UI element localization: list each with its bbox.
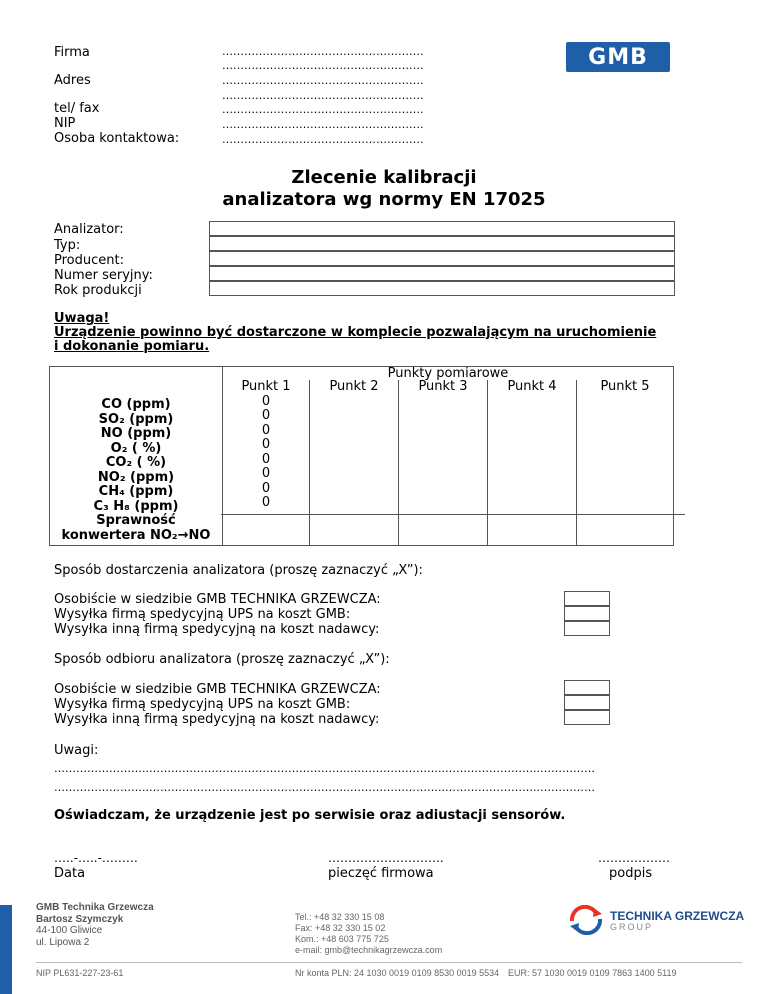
converter-label-1: Sprawność: [96, 513, 176, 528]
warning-line2: i dokonanie pomiaru.: [54, 339, 210, 354]
footer-owner: Bartosz Szymczyk: [36, 913, 124, 925]
punkt1-ch4[interactable]: 0: [261, 480, 271, 496]
dots-osoba[interactable]: ……………………………………………….: [222, 133, 424, 146]
footer-brand-name: TECHNIKA GRZEWCZA: [610, 909, 745, 923]
gas-ch4: CH₄ (ppm): [98, 484, 174, 499]
gmb-logo: [566, 42, 670, 72]
label-adres: Adres: [54, 73, 91, 88]
declaration: Oświadczam, że urządzenie jest po serwisie oraz adiustacji sensorów.: [54, 808, 566, 823]
field-analizator[interactable]: [209, 221, 675, 236]
delivery-checkbox-other[interactable]: [564, 621, 610, 636]
document-title-line2: analizatora wg normy EN 17025: [222, 189, 546, 210]
gas-o2: O₂ ( %): [110, 440, 162, 456]
punkt1-no2[interactable]: 0: [261, 466, 271, 481]
footer-mobile: Kom.: +48 603 775 725: [295, 934, 389, 944]
footer-divider: [36, 962, 742, 963]
gas-c3h8: C₃ H₈ (ppm): [93, 498, 179, 514]
label-nip: NIP: [54, 116, 76, 131]
remarks-label: Uwagi:: [54, 743, 99, 758]
pickup-checkbox-ups[interactable]: [564, 695, 610, 710]
pickup-option-ups: Wysyłka firmą spedycyjną UPS na koszt GMB:: [54, 697, 351, 712]
label-typ: Typ:: [54, 238, 81, 253]
punkt1-o2[interactable]: 0: [261, 437, 271, 452]
col-punkt-1: [223, 380, 310, 546]
label-tel-fax: tel/ fax: [54, 101, 100, 116]
pickup-checkbox-other[interactable]: [564, 710, 610, 725]
punkt1-c3h8[interactable]: 0: [261, 495, 271, 510]
field-typ[interactable]: [209, 236, 675, 251]
warning-title: Uwaga!: [54, 311, 110, 326]
footer-street: ul. Lipowa 2: [36, 936, 90, 948]
delivery-checkbox-personal[interactable]: [564, 591, 610, 606]
pickup-heading: Sposób odbioru analizatora (proszę zaznaczyć „X”):: [54, 652, 390, 667]
pickup-option-personal: Osobiście w siedzibie GMB TECHNIKA GRZEWCZA:: [54, 682, 381, 697]
gas-column: [50, 367, 223, 546]
converter-label-2: konwertera NO₂→NO: [61, 527, 211, 543]
points-group-header: Punkty pomiarowe: [223, 367, 674, 381]
punkt1-no[interactable]: 0: [261, 422, 271, 438]
gas-co2: CO₂ ( %): [105, 455, 167, 470]
punkt1-co[interactable]: 0: [261, 393, 271, 409]
date-label: Data: [54, 866, 86, 881]
col-header-punkt-5: Punkt 5: [600, 379, 650, 394]
col-header-punkt-4: Punkt 4: [507, 379, 557, 394]
footer-nip: NIP PL631-227-23-61: [36, 968, 124, 978]
field-rok-produkcji[interactable]: [209, 281, 675, 296]
gas-so2: SO₂ (ppm): [98, 411, 174, 427]
field-numer-seryjny[interactable]: [209, 266, 675, 281]
dots-tel-fax[interactable]: ……………………………………………….: [222, 103, 424, 116]
footer-contact: [295, 912, 442, 956]
col-header-punkt-1: Punkt 1: [241, 379, 291, 394]
warning-line1: Urządzenie powinno być dostarczone w komplecie pozwalającym na uruchomienie: [54, 325, 657, 340]
field-producent[interactable]: [209, 251, 675, 266]
footer-email: e-mail: gmb@technikagrzewcza.com: [295, 945, 443, 955]
gas-co: CO (ppm): [101, 397, 171, 412]
stamp-label: pieczęć firmowa: [328, 866, 434, 881]
measurement-points-table: [49, 366, 674, 546]
footer-account-pln: Nr konta PLN: 24 1030 0019 0109 8530 0019 5534: [295, 968, 500, 978]
punkt1-so2[interactable]: 0: [261, 408, 271, 423]
pickup-option-other: Wysyłka inną firmą spedycyjną na koszt nadawcy:: [54, 712, 380, 727]
footer-city: 44-100 Gliwice: [36, 925, 103, 936]
table-row-separator: [221, 514, 685, 515]
col-punkt-5[interactable]: [577, 380, 674, 546]
label-rok-produkcji: Rok produkcji: [54, 283, 142, 298]
footer-account-eur: EUR: 57 1030 0019 0109 7863 1400 5119: [508, 968, 677, 978]
dots-adres[interactable]: ……………………………………………….: [222, 74, 424, 87]
col-header-punkt-3: Punkt 3: [418, 379, 468, 394]
footer-fax: Fax: +48 32 330 15 02: [295, 923, 386, 933]
label-analizator: Analizator:: [54, 222, 124, 237]
label-producent: Producent:: [54, 253, 124, 268]
footer-brand-group: GROUP: [610, 922, 654, 932]
sign-label: podpis: [609, 866, 653, 881]
footer-accent-bar: [0, 905, 12, 994]
delivery-option-personal: Osobiście w siedzibie GMB TECHNIKA GRZEWCZA:: [54, 592, 381, 607]
footer-company: [36, 902, 154, 948]
col-header-punkt-2: Punkt 2: [329, 379, 379, 394]
dots-firma[interactable]: ……………………………………………….: [222, 45, 424, 58]
label-firma: Firma: [54, 45, 90, 60]
delivery-option-other: Wysyłka inną firmą spedycyjną na koszt nadawcy:: [54, 622, 380, 637]
col-punkt-4[interactable]: [488, 380, 577, 546]
footer-tel: Tel.: +48 32 330 15 08: [295, 912, 385, 922]
remarks-line-1[interactable]: ……………………..……………………..………………………..……………………..……………………..……………: [54, 762, 595, 775]
punkt1-co2[interactable]: 0: [261, 451, 271, 467]
col-punkt-2[interactable]: [310, 380, 399, 546]
remarks-line-2[interactable]: ……………………..……………………..………………………..……………………..……………………..……………: [54, 781, 595, 794]
dots-nip[interactable]: ……………………………………………….: [222, 118, 424, 131]
dots-firma-2[interactable]: ……………………………………………….: [222, 59, 424, 72]
document-title-line1: Zlecenie kalibracji: [291, 167, 477, 188]
sign-dots[interactable]: ………………: [598, 851, 670, 865]
gas-no2: NO₂ (ppm): [97, 469, 175, 485]
footer-company-name: GMB Technika Grzewcza: [36, 902, 154, 913]
label-numer-seryjny: Numer seryjny:: [54, 268, 153, 283]
dots-adres-2[interactable]: ……………………………………………….: [222, 89, 424, 102]
pickup-checkbox-personal[interactable]: [564, 680, 610, 695]
gas-no: NO (ppm): [100, 426, 172, 441]
delivery-heading: Sposób dostarczenia analizatora (proszę zaznaczyć „X”):: [54, 563, 423, 578]
stamp-dots[interactable]: ………………………..: [328, 851, 444, 865]
col-punkt-3[interactable]: [399, 380, 488, 546]
label-osoba-kontaktowa: Osoba kontaktowa:: [54, 131, 180, 146]
technika-grzewcza-logo-icon: [566, 905, 606, 935]
delivery-checkbox-ups[interactable]: [564, 606, 610, 621]
delivery-option-ups: Wysyłka firmą spedycyjną UPS na koszt GMB:: [54, 607, 351, 622]
gmb-logo-text: GMB: [588, 44, 648, 70]
date-dots[interactable]: …..-…..-………: [54, 851, 138, 865]
